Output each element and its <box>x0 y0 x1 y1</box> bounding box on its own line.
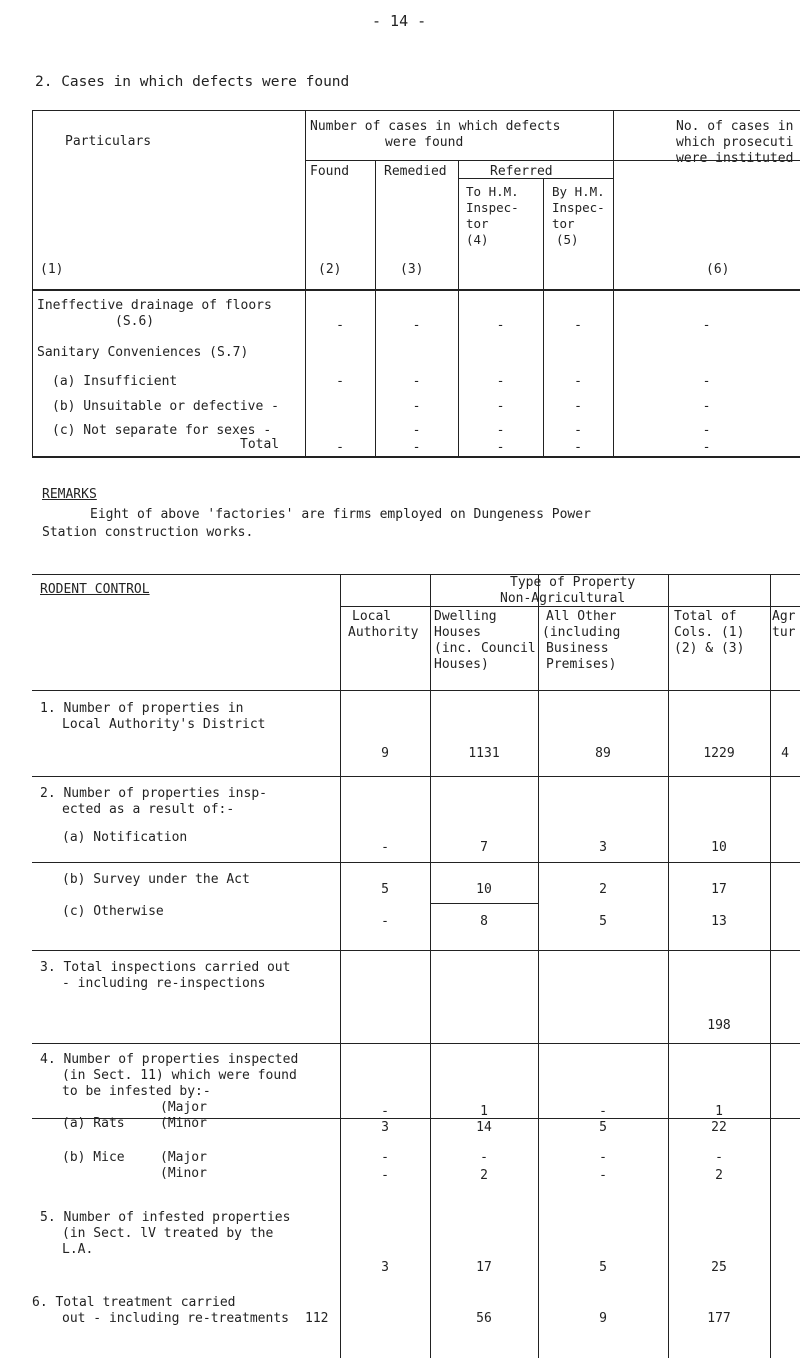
header-remedied: Remedied <box>384 164 447 179</box>
type-of-property: Type of Property <box>510 575 636 590</box>
cell: 2 <box>599 882 607 897</box>
cell: - <box>336 318 344 333</box>
col-agr-2: tur <box>772 625 796 640</box>
cell: 10 <box>711 840 727 855</box>
cell: 198 <box>707 1018 731 1033</box>
row-sanitary-label: Sanitary Conveniences (S.7) <box>37 345 249 360</box>
row-total-label: Total <box>240 437 280 452</box>
col-dwelling-2: Houses <box>434 625 481 640</box>
cell: - <box>496 318 505 333</box>
cell: 17 <box>476 1260 492 1275</box>
cell: - <box>702 423 711 438</box>
r4-label: 4. Number of properties inspected <box>40 1052 299 1067</box>
r2-label-2: ected as a result of:- <box>62 802 235 817</box>
cell: 1 <box>715 1104 723 1119</box>
mice-minor-label: (Minor <box>160 1166 207 1181</box>
cell: 8 <box>480 914 488 929</box>
header-to-hm-num: (4) <box>466 232 489 247</box>
header-to-hm: To H.M. <box>466 184 519 199</box>
cell: - <box>496 399 505 414</box>
cell: - <box>702 399 711 414</box>
cell: 1229 <box>703 746 735 761</box>
header-number-cases: Number of cases in which defects <box>310 119 561 134</box>
mice-label: (b) Mice <box>62 1150 125 1165</box>
cell: - <box>715 1150 723 1165</box>
header-particulars-num: (1) <box>40 262 64 277</box>
header-prosecutions: No. of cases in <box>676 119 794 134</box>
cell: 56 <box>476 1311 492 1326</box>
r2c-label: (c) Otherwise <box>62 904 164 919</box>
header-found: Found <box>310 164 350 179</box>
cell: 9 <box>381 746 389 761</box>
col-total-2: Cols. (1) <box>674 625 745 640</box>
col-local-2: Authority <box>348 625 419 640</box>
row-drainage-label: Ineffective drainage of floors <box>37 298 272 313</box>
cell: 1131 <box>468 746 500 761</box>
page-number: - 14 - <box>372 12 427 30</box>
header-particulars: Particulars <box>65 134 152 149</box>
header-by-hm-num: (5) <box>556 232 579 247</box>
header-remedied-num: (3) <box>400 262 424 277</box>
cell: 7 <box>480 840 488 855</box>
row-insufficient-label: (a) Insufficient <box>52 374 178 389</box>
cell: - <box>412 399 421 414</box>
row-not-separate-label: (c) Not separate for sexes - <box>52 423 272 438</box>
cell: - <box>412 374 421 389</box>
header-prosecutions-2: which prosecuti <box>676 135 794 150</box>
r2a-label: (a) Notification <box>62 830 188 845</box>
r3-label: 3. Total inspections carried out <box>40 960 291 975</box>
cell: 1 <box>480 1104 488 1119</box>
r2-label: 2. Number of properties insp- <box>40 786 267 801</box>
row-drainage-label-2: (S.6) <box>115 314 155 329</box>
r5-label: 5. Number of infested properties <box>40 1210 291 1225</box>
r1-label-2: Local Authority's District <box>62 717 266 732</box>
remarks-heading: REMARKS <box>42 487 97 502</box>
cell: 17 <box>711 882 727 897</box>
cell: - <box>412 423 421 438</box>
r3-label-2: - including re-inspections <box>62 976 266 991</box>
row-unsuitable-label: (b) Unsuitable or defective - <box>52 399 279 414</box>
cell: 3 <box>381 1120 389 1135</box>
cell: - <box>574 423 582 438</box>
header-by-hm-3: tor <box>552 216 575 231</box>
header-referred: Referred <box>490 164 553 179</box>
r4-label-2: (in Sect. 11) which were found <box>62 1068 297 1083</box>
cell: 2 <box>480 1168 488 1183</box>
cell: - <box>336 440 344 455</box>
header-to-hm-2: Inspec- <box>466 200 519 215</box>
col-total: Total of <box>674 609 737 624</box>
cell: - <box>496 374 505 389</box>
cell: 3 <box>599 840 607 855</box>
header-by-hm-2: Inspec- <box>552 200 605 215</box>
cell: 5 <box>599 914 607 929</box>
cell: 5 <box>599 1260 607 1275</box>
cell: 89 <box>595 746 611 761</box>
cell: - <box>381 914 389 929</box>
header-to-hm-3: tor <box>466 216 489 231</box>
cell: - <box>336 374 344 389</box>
header-by-hm: By H.M. <box>552 184 605 199</box>
cell: - <box>496 423 505 438</box>
cell: - <box>496 440 505 455</box>
cell: 22 <box>711 1120 727 1135</box>
cell: - <box>599 1168 607 1183</box>
col-other-3: Business <box>546 641 609 656</box>
col-other: All Other <box>546 609 617 624</box>
cell: - <box>574 374 582 389</box>
cell: 4 <box>781 746 789 761</box>
cell: - <box>381 1168 389 1183</box>
cell: - <box>574 318 582 333</box>
r5-label-3: L.A. <box>62 1242 94 1257</box>
header-number-cases-2: were found <box>385 135 464 150</box>
r5-label-2: (in Sect. lV treated by the <box>62 1226 274 1241</box>
rats-label: (a) Rats <box>62 1116 125 1131</box>
header-prosecutions-3: were instituted <box>676 151 794 166</box>
cell: - <box>599 1104 607 1119</box>
non-agricultural: Non-Agricultural <box>500 591 626 606</box>
rats-minor-label: (Minor <box>160 1116 207 1131</box>
cell: 5 <box>381 882 389 897</box>
col-dwelling-4: Houses) <box>434 657 489 672</box>
col-agr: Agr <box>772 609 796 624</box>
cell: 25 <box>711 1260 727 1275</box>
remarks-line-1: Eight of above 'factories' are firms employed on Dungeness Power <box>90 507 591 522</box>
cell: 13 <box>711 914 727 929</box>
header-found-num: (2) <box>318 262 342 277</box>
remarks-line-2: Station construction works. <box>42 525 254 540</box>
r1-label: 1. Number of properties in <box>40 701 244 716</box>
r2b-label: (b) Survey under the Act <box>62 872 250 887</box>
r6-label: 6. Total treatment carried <box>32 1295 236 1310</box>
cell: 5 <box>599 1120 607 1135</box>
header-prosecutions-num: (6) <box>706 262 730 277</box>
rodent-title: RODENT CONTROL <box>40 582 150 597</box>
col-other-2: (including <box>542 625 621 640</box>
section-title: 2. Cases in which defects were found <box>35 74 350 90</box>
cell: 9 <box>599 1311 607 1326</box>
cell: - <box>412 440 421 455</box>
cell: - <box>381 1104 389 1119</box>
cell: 3 <box>381 1260 389 1275</box>
cell: - <box>599 1150 607 1165</box>
r4-label-3: to be infested by:- <box>62 1084 211 1099</box>
col-local: Local <box>352 609 392 624</box>
rats-major-label: (Major <box>160 1100 207 1115</box>
cell: - <box>381 1150 389 1165</box>
cell: - <box>412 318 421 333</box>
cell: - <box>480 1150 488 1165</box>
cell: - <box>702 374 711 389</box>
col-dwelling: Dwelling <box>434 609 497 624</box>
cell: - <box>574 399 582 414</box>
cell: 112 <box>305 1311 329 1326</box>
cell: 2 <box>715 1168 723 1183</box>
cell: - <box>574 440 582 455</box>
cell: - <box>702 318 711 333</box>
col-total-3: (2) & (3) <box>674 641 745 656</box>
cell: - <box>381 840 389 855</box>
mice-major-label: (Major <box>160 1150 207 1165</box>
r6-label-2: out - including re-treatments <box>62 1311 289 1326</box>
col-dwelling-3: (inc. Council <box>434 641 536 656</box>
cell: 14 <box>476 1120 492 1135</box>
col-other-4: Premises) <box>546 657 617 672</box>
cell: 177 <box>707 1311 731 1326</box>
cell: 10 <box>476 882 492 897</box>
cell: - <box>702 440 711 455</box>
